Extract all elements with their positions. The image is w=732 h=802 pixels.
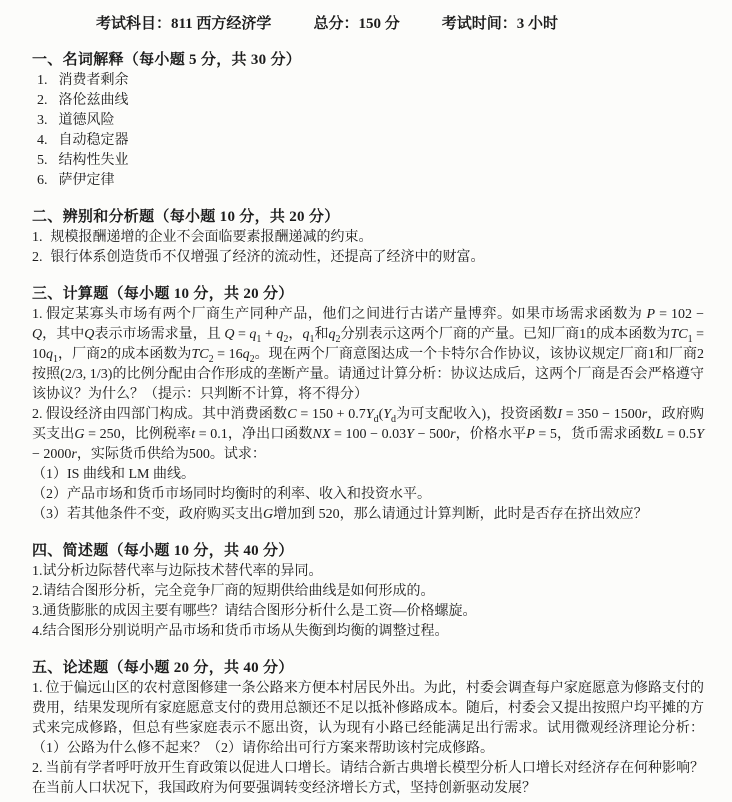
- question-number: 2.: [32, 761, 43, 776]
- question-text: 规模报酬递增的企业不会面临要素报酬递减的约束。: [50, 230, 373, 245]
- question-text: 自动稳定器: [58, 133, 129, 148]
- exam-duration-label: 考试时间：3 小时: [441, 16, 558, 32]
- question-item: [32, 151, 704, 171]
- question-text: 结构性失业: [58, 153, 129, 168]
- question-number: 4.: [32, 624, 43, 639]
- question-text: 当前有学者呼吁放开生育政策以促进人口增长。请结合新古典增长模型分析人口增长对经济存在何种影响？在当前人口状况下，我国政府为何要强调转变经济增长方式，坚持创新驱动发展？: [32, 761, 704, 796]
- question-text: 通货膨胀的成因主要有哪些？请结合图形分析什么是工资—价格螺旋。: [42, 604, 477, 619]
- sub-question: （3）若其他条件不变，政府购买支出G增加到 520，那么请通过计算判断，此时是否存在挤出效应？: [32, 507, 648, 522]
- question-text: 道德风险: [58, 113, 115, 128]
- section-noun-explanation: [32, 50, 704, 191]
- section-title: 一、名词解释（每小题 5 分，共 30 分）: [32, 52, 302, 68]
- question-number: 1.: [32, 230, 43, 245]
- question-item: [32, 679, 704, 759]
- question-item: [32, 131, 704, 151]
- question-text: 假设经济由四部门构成。其中消费函数$C = 150 + 0.7Y_d(Y_d$为可支配收入)，投资函数I = 350 − 1500r，政府购买支出G = 250，比例税率t = 0.1，净出口函数NX = 100 − 0.03Y − 500r，价格水平P = 5，货币需求函数L = 0.5Y − 2000r，实际货币供给为500。试求：: [32, 407, 705, 462]
- question-number: 6.: [37, 173, 48, 188]
- exam-header: [32, 14, 704, 34]
- question-item: [32, 91, 704, 111]
- question-number: 1.: [32, 307, 43, 322]
- question-item: [32, 171, 704, 191]
- question-text: 请结合图形分析，完全竞争厂商的短期供给曲线是如何形成的。: [42, 584, 435, 599]
- question-text: 试分析边际替代率与边际技术替代率的异同。: [42, 564, 323, 579]
- section-title: 四、简述题（每小题 10 分，共 40 分）: [32, 543, 294, 559]
- question-text: 洛伦兹曲线: [58, 93, 129, 108]
- section-title: 五、论述题（每小题 20 分，共 40 分）: [32, 660, 294, 676]
- section-title: 三、计算题（每小题 10 分，共 20 分）: [32, 286, 294, 302]
- question-number: 2.: [32, 584, 43, 599]
- sub-question: （2）产品市场和货币市场同时均衡时的利率、收入和投资水平。: [32, 487, 431, 502]
- section-essay: [32, 658, 704, 799]
- question-item: [32, 562, 704, 582]
- question-item: [32, 305, 704, 405]
- question-number: 1.: [32, 564, 43, 579]
- question-item: [32, 622, 704, 642]
- question-item: [32, 602, 704, 622]
- question-text: 位于偏远山区的农村意图修建一条公路来方便本村居民外出。为此，村委会调查每户家庭愿意为修路支付的费用，结果发现所有家庭愿意支付的费用总额还不足以抵补修路成本。随后，村委会又提出按照户均平摊的方式来完成修路，但总有些家庭表示不愿出资，认为现有小路已经能满足出行需求。试用微观经济理论分析：（1）公路为什么修不起来？（2）请你给出可行方案来帮助该村完成修路。: [32, 681, 704, 756]
- question-text: 结合图形分别说明产品市场和货币市场从失衡到均衡的调整过程。: [42, 624, 449, 639]
- question-number: 2.: [32, 250, 43, 265]
- sub-question: （1）IS 曲线和 LM 曲线。: [32, 467, 195, 482]
- question-number: 2.: [37, 93, 48, 108]
- exam-subject-label: 考试科目：811 西方经济学: [96, 16, 272, 32]
- question-item: [32, 248, 704, 268]
- question-item: [32, 111, 704, 131]
- section-discrimination-analysis: [32, 207, 704, 268]
- section-title: 二、辨别和分析题（每小题 10 分，共 20 分）: [32, 209, 340, 225]
- question-number: 1.: [37, 73, 48, 88]
- question-text: 消费者剩余: [58, 73, 129, 88]
- question-item: [32, 759, 704, 799]
- question-text: 萨伊定律: [58, 173, 115, 188]
- question-number: 4.: [37, 133, 48, 148]
- question-number: 1.: [32, 681, 43, 696]
- question-item: [32, 582, 704, 602]
- section-short-answer: [32, 541, 704, 642]
- question-item: [32, 405, 704, 465]
- question-number: 3.: [37, 113, 48, 128]
- exam-total-score-label: 总分：150 分: [313, 16, 400, 32]
- section-calculation: [32, 284, 704, 525]
- question-number: 2.: [32, 407, 43, 422]
- question-item: [32, 228, 704, 248]
- question-number: 5.: [37, 153, 48, 168]
- question-text: 银行体系创造货币不仅增强了经济的流动性，还提高了经济中的财富。: [50, 250, 485, 265]
- question-text: 假定某寡头市场有两个厂商生产同种产品，他们之间进行古诺产量博弈。如果市场需求函数为 P = 102 − Q，其中Q表示市场需求量，且 $Q = q_1 + q_2$，$q_1$和$q_2$分别表示这两个厂商的产量。已知厂商1的成本函数为$TC_1 = 10q_1$，厂商2的成本函数为$TC_2 = 16q_2$。现在两个厂商意图达成一个卡特尔合作协议，该协议规定厂商1和厂商2按照(2/3, 1/3)的比例分配由合作形成的垄断产量。请通过计算分析：协议达成后，这两个厂商是否会严格遵守该协议？为什么？（提示：只判断不计算，将不得分）: [32, 307, 705, 402]
- question-number: 3.: [32, 604, 43, 619]
- question-item: [32, 71, 704, 91]
